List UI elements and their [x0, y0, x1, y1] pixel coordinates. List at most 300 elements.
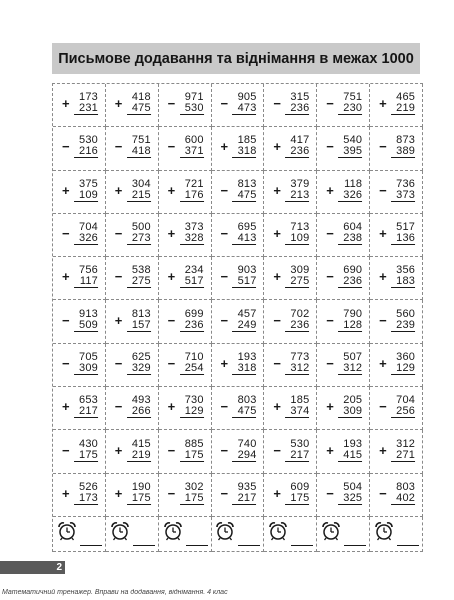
minus-sign: − — [379, 312, 387, 328]
second-operand: 273 — [127, 232, 151, 245]
plus-sign: + — [114, 182, 123, 198]
minus-sign: − — [61, 226, 70, 242]
second-operand: 328 — [180, 232, 204, 245]
problem-cell — [53, 127, 106, 170]
second-operand: 475 — [127, 102, 151, 115]
problem-cell — [370, 300, 423, 343]
time-answer-line[interactable] — [344, 531, 366, 546]
second-operand: 157 — [127, 319, 151, 332]
plus-sign: + — [167, 182, 176, 198]
column-arithmetic-problem — [381, 480, 415, 510]
first-operand: 873 — [396, 134, 416, 147]
second-operand: 256 — [391, 405, 415, 418]
problem-cell — [53, 387, 106, 430]
second-operand: 309 — [74, 362, 98, 375]
problem-cell — [212, 387, 265, 430]
first-operand: 375 — [79, 177, 98, 190]
second-operand: 175 — [285, 492, 309, 505]
first-operand: 504 — [343, 480, 363, 493]
time-answer-line[interactable] — [80, 531, 102, 546]
column-arithmetic-problem — [61, 437, 98, 467]
column-arithmetic-problem — [328, 393, 362, 423]
column-arithmetic-problem — [61, 307, 98, 337]
column-arithmetic-problem — [167, 307, 204, 337]
first-operand: 704 — [79, 221, 98, 234]
second-operand: 175 — [127, 492, 151, 505]
first-operand: 913 — [79, 307, 98, 320]
column-arithmetic-problem — [220, 90, 257, 120]
first-operand: 493 — [131, 394, 151, 407]
first-operand: 507 — [343, 350, 363, 363]
minus-sign: − — [326, 269, 334, 285]
second-operand: 219 — [127, 449, 151, 462]
problem-cell — [159, 474, 212, 517]
second-operand: 175 — [74, 449, 98, 462]
second-operand: 230 — [338, 102, 362, 115]
problem-cell — [53, 430, 106, 473]
plus-sign: + — [167, 226, 176, 242]
alarm-clock-icon — [373, 521, 395, 546]
column-arithmetic-problem — [275, 307, 309, 337]
problem-cell — [317, 84, 370, 127]
problem-cell — [106, 257, 159, 300]
second-operand: 236 — [180, 319, 204, 332]
first-operand: 756 — [79, 264, 98, 277]
column-arithmetic-problem — [167, 437, 204, 467]
minus-sign: − — [379, 399, 387, 415]
second-operand: 374 — [285, 405, 309, 418]
first-operand: 560 — [396, 307, 416, 320]
minus-sign: − — [61, 355, 70, 371]
second-operand: 326 — [74, 232, 98, 245]
first-operand: 526 — [79, 480, 98, 493]
plus-sign: + — [326, 182, 334, 198]
timer-cell — [370, 517, 423, 552]
minus-sign: − — [61, 139, 70, 155]
first-operand: 971 — [184, 91, 204, 104]
second-operand: 413 — [233, 232, 257, 245]
column-arithmetic-problem — [275, 133, 309, 163]
page-number: 2 — [0, 561, 65, 574]
problem-cell — [106, 84, 159, 127]
first-operand: 705 — [79, 350, 98, 363]
first-operand: 540 — [343, 134, 363, 147]
second-operand: 309 — [338, 405, 362, 418]
first-operand: 185 — [290, 394, 310, 407]
column-arithmetic-problem — [381, 220, 415, 250]
first-operand: 190 — [131, 480, 151, 493]
first-operand: 205 — [343, 394, 363, 407]
column-arithmetic-problem — [114, 480, 151, 510]
problem-cell — [159, 214, 212, 257]
column-arithmetic-problem — [114, 307, 151, 337]
plus-sign: + — [379, 269, 387, 285]
first-operand: 730 — [184, 394, 204, 407]
column-arithmetic-problem — [275, 437, 309, 467]
second-operand: 509 — [74, 319, 98, 332]
problem-cell — [264, 344, 317, 387]
problem-cell — [264, 300, 317, 343]
second-operand: 231 — [74, 102, 98, 115]
second-operand: 475 — [233, 405, 257, 418]
second-operand: 216 — [74, 145, 98, 158]
time-answer-line[interactable] — [186, 531, 208, 546]
timer-cell — [159, 517, 212, 552]
column-arithmetic-problem — [114, 177, 151, 207]
problem-cell — [264, 474, 317, 517]
problem-cell — [317, 430, 370, 473]
problem-cell — [370, 171, 423, 214]
first-operand: 885 — [184, 437, 204, 450]
minus-sign: − — [379, 139, 387, 155]
second-operand: 312 — [285, 362, 309, 375]
column-arithmetic-problem — [381, 177, 415, 207]
minus-sign: − — [326, 312, 334, 328]
plus-sign: + — [61, 96, 70, 112]
column-arithmetic-problem — [328, 133, 362, 163]
problem-cell — [317, 300, 370, 343]
second-operand: 373 — [391, 189, 415, 202]
problem-cell — [370, 474, 423, 517]
first-operand: 653 — [79, 394, 98, 407]
problem-cell — [53, 84, 106, 127]
first-operand: 609 — [290, 480, 310, 493]
column-arithmetic-problem — [328, 220, 362, 250]
problem-cell — [53, 214, 106, 257]
time-answer-line[interactable] — [291, 531, 313, 546]
problem-cell — [53, 300, 106, 343]
column-arithmetic-problem — [220, 263, 257, 293]
problem-cell — [106, 214, 159, 257]
problem-cell — [106, 474, 159, 517]
problem-cell — [159, 430, 212, 473]
first-operand: 457 — [237, 307, 257, 320]
column-arithmetic-problem — [328, 437, 362, 467]
column-arithmetic-problem — [275, 90, 309, 120]
column-arithmetic-problem — [275, 220, 309, 250]
time-answer-line[interactable] — [133, 531, 155, 546]
column-arithmetic-problem — [275, 263, 309, 293]
problem-cell — [212, 84, 265, 127]
minus-sign: − — [220, 312, 229, 328]
minus-sign: − — [167, 355, 176, 371]
column-arithmetic-problem — [328, 263, 362, 293]
second-operand: 249 — [233, 319, 257, 332]
second-operand: 271 — [391, 449, 415, 462]
first-operand: 721 — [184, 177, 204, 190]
second-operand: 275 — [127, 275, 151, 288]
second-operand: 318 — [233, 362, 257, 375]
plus-sign: + — [273, 182, 281, 198]
first-operand: 935 — [237, 480, 257, 493]
column-arithmetic-problem — [114, 90, 151, 120]
plus-sign: + — [220, 139, 229, 155]
plus-sign: + — [61, 182, 70, 198]
second-operand: 329 — [127, 362, 151, 375]
column-arithmetic-problem — [61, 220, 98, 250]
first-operand: 713 — [290, 221, 310, 234]
first-operand: 751 — [343, 91, 363, 104]
timer-cell — [264, 517, 317, 552]
column-arithmetic-problem — [61, 90, 98, 120]
column-arithmetic-problem — [381, 393, 415, 423]
first-operand: 418 — [131, 91, 151, 104]
first-operand: 360 — [396, 350, 416, 363]
first-operand: 695 — [237, 221, 257, 234]
column-arithmetic-problem — [220, 393, 257, 423]
plus-sign: + — [61, 485, 70, 501]
first-operand: 803 — [396, 480, 416, 493]
second-operand: 175 — [180, 492, 204, 505]
minus-sign: − — [326, 96, 334, 112]
second-operand: 402 — [391, 492, 415, 505]
column-arithmetic-problem — [167, 220, 204, 250]
plus-sign: + — [273, 139, 281, 155]
first-operand: 430 — [79, 437, 98, 450]
problem-cell — [212, 474, 265, 517]
first-operand: 465 — [396, 91, 416, 104]
problem-cell — [212, 127, 265, 170]
plus-sign: + — [379, 442, 387, 458]
first-operand: 193 — [237, 350, 257, 363]
column-arithmetic-problem — [167, 177, 204, 207]
column-arithmetic-problem — [61, 480, 98, 510]
minus-sign: − — [220, 485, 229, 501]
first-operand: 309 — [290, 264, 310, 277]
column-arithmetic-problem — [114, 133, 151, 163]
minus-sign: − — [273, 442, 281, 458]
problem-cell — [106, 344, 159, 387]
first-operand: 704 — [396, 394, 416, 407]
minus-sign: − — [273, 355, 281, 371]
plus-sign: + — [273, 226, 281, 242]
problem-cell — [212, 171, 265, 214]
column-arithmetic-problem — [61, 263, 98, 293]
plus-sign: + — [273, 485, 281, 501]
second-operand: 213 — [285, 189, 309, 202]
problem-cell — [53, 171, 106, 214]
alarm-clock-icon — [267, 521, 289, 546]
first-operand: 302 — [184, 480, 204, 493]
first-operand: 193 — [343, 437, 363, 450]
problem-cell — [370, 84, 423, 127]
problem-cell — [370, 430, 423, 473]
second-operand: 254 — [180, 362, 204, 375]
plus-sign: + — [114, 96, 123, 112]
second-operand: 239 — [391, 319, 415, 332]
second-operand: 236 — [285, 102, 309, 115]
problem-cell — [370, 214, 423, 257]
first-operand: 304 — [131, 177, 151, 190]
second-operand: 117 — [74, 275, 98, 288]
minus-sign: − — [114, 139, 123, 155]
first-operand: 373 — [184, 221, 204, 234]
second-operand: 129 — [391, 362, 415, 375]
column-arithmetic-problem — [220, 480, 257, 510]
second-operand: 236 — [285, 145, 309, 158]
problem-cell — [317, 127, 370, 170]
second-operand: 418 — [127, 145, 151, 158]
second-operand: 275 — [285, 275, 309, 288]
second-operand: 266 — [127, 405, 151, 418]
problem-cell — [264, 84, 317, 127]
problem-cell — [159, 127, 212, 170]
problem-cell — [212, 344, 265, 387]
alarm-clock-icon — [109, 521, 131, 546]
column-arithmetic-problem — [114, 220, 151, 250]
timer-cell — [53, 517, 106, 552]
column-arithmetic-problem — [381, 90, 415, 120]
problem-cell — [159, 300, 212, 343]
second-operand: 389 — [391, 145, 415, 158]
second-operand: 128 — [338, 319, 362, 332]
second-operand: 312 — [338, 362, 362, 375]
first-operand: 234 — [184, 264, 204, 277]
plus-sign: + — [114, 485, 123, 501]
problem-cell — [317, 171, 370, 214]
plus-sign: + — [114, 312, 123, 328]
plus-sign: + — [167, 399, 176, 415]
problem-cell — [106, 300, 159, 343]
minus-sign: − — [167, 485, 176, 501]
first-operand: 905 — [237, 91, 257, 104]
problem-cell — [106, 127, 159, 170]
problem-cell — [264, 214, 317, 257]
minus-sign: − — [220, 226, 229, 242]
first-operand: 356 — [396, 264, 416, 277]
minus-sign: − — [61, 312, 70, 328]
first-operand: 790 — [343, 307, 363, 320]
problem-cell — [159, 84, 212, 127]
first-operand: 710 — [184, 350, 204, 363]
problem-cell — [370, 127, 423, 170]
first-operand: 517 — [396, 221, 416, 234]
second-operand: 176 — [180, 189, 204, 202]
column-arithmetic-problem — [275, 350, 309, 380]
first-operand: 690 — [343, 264, 363, 277]
time-answer-line[interactable] — [238, 531, 260, 546]
problem-cell — [317, 214, 370, 257]
minus-sign: − — [326, 226, 334, 242]
first-operand: 625 — [131, 350, 151, 363]
second-operand: 517 — [180, 275, 204, 288]
minus-sign: − — [273, 312, 281, 328]
plus-sign: + — [220, 355, 229, 371]
column-arithmetic-problem — [114, 263, 151, 293]
minus-sign: − — [326, 485, 334, 501]
problem-cell — [53, 474, 106, 517]
timer-cell — [106, 517, 159, 552]
column-arithmetic-problem — [220, 307, 257, 337]
problem-cell — [106, 430, 159, 473]
first-operand: 736 — [396, 177, 416, 190]
first-operand: 813 — [131, 307, 151, 320]
first-operand: 751 — [131, 134, 151, 147]
second-operand: 238 — [338, 232, 362, 245]
first-operand: 415 — [131, 437, 151, 450]
problem-cell — [159, 344, 212, 387]
column-arithmetic-problem — [167, 90, 204, 120]
column-arithmetic-problem — [381, 437, 415, 467]
first-operand: 604 — [343, 221, 363, 234]
problem-cell — [370, 387, 423, 430]
column-arithmetic-problem — [167, 350, 204, 380]
footer-text: Математичний тренажер. Вправи на додавання, віднімання. 4 клас — [2, 589, 228, 596]
column-arithmetic-problem — [328, 177, 362, 207]
plus-sign: + — [273, 399, 281, 415]
second-operand: 183 — [391, 275, 415, 288]
time-answer-line[interactable] — [397, 531, 419, 546]
alarm-clock-icon — [214, 521, 236, 546]
second-operand: 217 — [233, 492, 257, 505]
problem-cell — [317, 474, 370, 517]
problem-cell — [264, 430, 317, 473]
second-operand: 473 — [233, 102, 257, 115]
minus-sign: − — [220, 399, 229, 415]
second-operand: 136 — [391, 232, 415, 245]
problem-cell — [53, 257, 106, 300]
first-operand: 702 — [290, 307, 310, 320]
second-operand: 371 — [180, 145, 204, 158]
minus-sign: − — [220, 182, 229, 198]
plus-sign: + — [379, 355, 387, 371]
column-arithmetic-problem — [381, 133, 415, 163]
column-arithmetic-problem — [381, 307, 415, 337]
second-operand: 326 — [338, 189, 362, 202]
problem-cell — [212, 257, 265, 300]
second-operand: 175 — [180, 449, 204, 462]
column-arithmetic-problem — [275, 393, 309, 423]
second-operand: 215 — [127, 189, 151, 202]
column-arithmetic-problem — [220, 220, 257, 250]
column-arithmetic-problem — [61, 350, 98, 380]
first-operand: 315 — [290, 91, 310, 104]
minus-sign: − — [114, 355, 123, 371]
alarm-clock-icon — [56, 521, 78, 546]
timer-cell — [212, 517, 265, 552]
second-operand: 530 — [180, 102, 204, 115]
problem-cell — [106, 387, 159, 430]
column-arithmetic-problem — [167, 133, 204, 163]
second-operand: 415 — [338, 449, 362, 462]
minus-sign: − — [167, 96, 176, 112]
first-operand: 417 — [290, 134, 310, 147]
problem-cell — [159, 387, 212, 430]
second-operand: 217 — [285, 449, 309, 462]
column-arithmetic-problem — [275, 480, 309, 510]
timer-cell — [317, 517, 370, 552]
column-arithmetic-problem — [114, 437, 151, 467]
column-arithmetic-problem — [167, 393, 204, 423]
problem-cell — [212, 214, 265, 257]
first-operand: 500 — [131, 221, 151, 234]
minus-sign: − — [114, 226, 123, 242]
first-operand: 740 — [237, 437, 257, 450]
first-operand: 773 — [290, 350, 310, 363]
minus-sign: − — [167, 312, 176, 328]
problem-cell — [106, 171, 159, 214]
column-arithmetic-problem — [275, 177, 309, 207]
second-operand: 217 — [74, 405, 98, 418]
first-operand: 118 — [344, 177, 363, 190]
column-arithmetic-problem — [167, 263, 204, 293]
problem-grid — [52, 83, 423, 552]
second-operand: 173 — [74, 492, 98, 505]
column-arithmetic-problem — [114, 350, 151, 380]
column-arithmetic-problem — [167, 480, 204, 510]
column-arithmetic-problem — [381, 350, 415, 380]
second-operand: 475 — [233, 189, 257, 202]
